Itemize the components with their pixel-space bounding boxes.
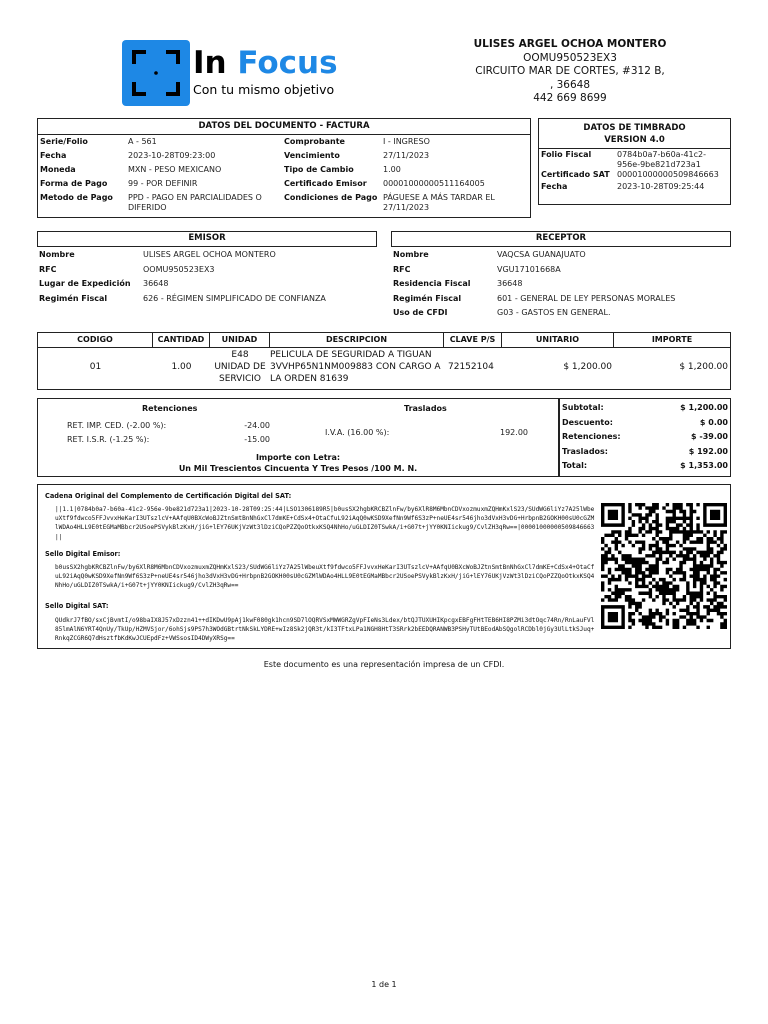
field-label: Lugar de Expedición bbox=[39, 279, 131, 288]
timbrado-fields bbox=[541, 150, 729, 194]
timbrado-row bbox=[541, 150, 729, 170]
documento-row bbox=[40, 179, 280, 193]
traslados-title: Traslados bbox=[404, 404, 447, 413]
total-value: $ 192.00 bbox=[688, 446, 728, 456]
emisor-title: EMISOR bbox=[188, 233, 226, 243]
field-label: Condiciones de Pago bbox=[284, 193, 378, 202]
item-codigo: 01 bbox=[89, 362, 102, 372]
field-value: A - 561 bbox=[128, 137, 157, 146]
receptor-fields bbox=[393, 250, 733, 323]
field-label: RFC bbox=[39, 264, 57, 274]
item-unidad bbox=[210, 349, 270, 385]
field-value: VAQCSA GUANAJUATO bbox=[497, 250, 586, 259]
receptor-row bbox=[393, 250, 733, 265]
field-value: G03 - GASTOS EN GENERAL. bbox=[497, 308, 611, 317]
total-row bbox=[562, 459, 728, 474]
item-unitario: $ 1,200.00 bbox=[563, 362, 612, 372]
emisor-fields bbox=[39, 250, 379, 308]
cadena-original: ||1.1|0784b0a7-b60a-41c2-956e-9be821d723a1|2023-10-28T09:25:44|LSO1306189R5|b0usSX2hgbKRCBZlnFw/by6XlR8M6MbnCDVxozmuxmZQHmKxlS23/SUdWG6liYz7A25lWbeuXtf9fdwco5FFJvvxHeKarI3UTszlcV+AAfqU0BXcWoBJZtnSmtBnNhGxCl7dmKE+CdSx4+OtaCfuL92iAqQ0wKSD9XefNn9Wf6S3zP+neUE4sr546jho3dVxH3vDG+HrbpnB2GOKH00sU0cGZMlWDAo4HLL9E0tEGMaMBbcr2USoePSVykBlzKxH/jiG+lEY76UKjVzWt3lDziCQoPZZQoOtkxKSQ4NhHo/uGLDIZ0TSwkA/i+G07t+jYY0KNIickug9/CvlZH3qRw==|00001000000509846663|| bbox=[55, 506, 595, 541]
total-label: Retenciones: bbox=[562, 432, 621, 442]
timbrado-row bbox=[541, 170, 729, 182]
emisor-row bbox=[39, 294, 379, 309]
total-label: Descuento: bbox=[562, 417, 613, 427]
field-label: Moneda bbox=[40, 165, 76, 174]
iva-label: I.V.A. (16.00 %): bbox=[325, 428, 390, 437]
field-value: 36648 bbox=[497, 279, 523, 288]
documento-row bbox=[284, 137, 529, 151]
documento-row bbox=[284, 179, 529, 193]
sello-sat: QUdkrJ7fBO/sxCjBvmtI/o98baIX8J57xDzzn41++dIKDwU9pAj1kwF080gk1hcn9SD7lOQRVSxMWWGRZgVpFIeNs3Ldex/btQJTUXUHIKpcgxEBFgFHtTEB6HI8PZMi3dtOqc74Rn/RnLauFVl85lmAlN6YRT4QnUy/TkUp/HZMVSjor/6ohSjs9PS7h3WOdGBtrtNkSkLYDRE+wIz8Sk2jQR3t/kI3TFtxLPa1NGH8HtT3SRrk2bEEDQRANWB3PSHyTUtBEodAbSQgolRCDbl0jGy3UlLtkSJuq+RnkqZCGR6Q7dHsztfbKdKwJCUEpdFz+VWSsosID4DWyXRSg== bbox=[55, 617, 595, 643]
total-value: $ -39.00 bbox=[691, 432, 728, 442]
total-row bbox=[562, 445, 728, 460]
importe-letra: Un Mil Trescientos Cincuenta Y Tres Pesos /100 M. N. bbox=[178, 464, 418, 473]
field-label: Fecha bbox=[541, 182, 568, 191]
field-value: 99 - POR DEFINIR bbox=[128, 179, 198, 188]
field-value: 601 - GENERAL DE LEY PERSONAS MORALES bbox=[497, 293, 676, 303]
total-value: $ 0.00 bbox=[699, 417, 728, 427]
item-unidad-line: UNIDAD DE bbox=[214, 362, 266, 372]
field-label: Regimén Fiscal bbox=[393, 293, 462, 303]
field-value: 2023-10-28T09:25:44 bbox=[617, 182, 705, 191]
field-label: Forma de Pago bbox=[40, 179, 108, 188]
documento-title: DATOS DEL DOCUMENTO - FACTURA bbox=[38, 119, 530, 135]
sello-emisor-title: Sello Digital Emisor: bbox=[45, 550, 121, 558]
field-label: Comprobante bbox=[284, 137, 345, 146]
field-value: 0784b0a7-b60a-41c2-956e-9be821d723a1 bbox=[617, 150, 707, 169]
emisor-row bbox=[39, 279, 379, 294]
retenciones-title: Retenciones bbox=[142, 404, 198, 413]
total-value: $ 1,353.00 bbox=[680, 461, 728, 471]
documento-row bbox=[40, 165, 280, 179]
ret-ced-value: -24.00 bbox=[244, 421, 270, 430]
field-value: 00001000000509846663 bbox=[617, 170, 719, 179]
qr-modules bbox=[601, 503, 727, 629]
documento-row bbox=[40, 137, 280, 151]
sello-emisor: b0usSX2hgbKRCBZlnFw/by6XlR8M6MbnCDVxozmuxmZQHmKxlS23/SUdWG6liYz7A25lWbeuXtf9fdwco5FFJvvxHeKarI3UTszlcV+AAfqU0BXcWoBJZtnSmtBnNhGxCl7dmKE+CdSx4+OtaCfuL92iAqQ0wKSD9XefNn9Wf6S3zP+neUE4sr546jho3dVxH3vDG+HrbpnB2GOKH00sU0cGZMlWDAo4HLL9E0tEGMaMBbcr2USoePSVykBlzKxH/jiG+lEY76UKjVzWt3lDziCQoPZZQoOtkxKSQ4NhHo/uGLDIZ0TSwkA/i+G07t+jYY0KNIickug9/CvlZH3qRw== bbox=[55, 564, 595, 590]
field-value: 00001000000511164005 bbox=[383, 179, 485, 188]
total-value: $ 1,200.00 bbox=[680, 403, 728, 412]
total-row bbox=[562, 416, 728, 431]
field-value: 1.00 bbox=[383, 165, 401, 174]
total-label: Total: bbox=[562, 461, 588, 471]
issuer-phone: 442 669 8699 bbox=[533, 92, 607, 104]
field-value: 27/11/2023 bbox=[383, 151, 430, 160]
item-importe: $ 1,200.00 bbox=[679, 362, 728, 372]
item-unidad-line: E48 bbox=[231, 350, 249, 360]
field-label: RFC bbox=[393, 264, 411, 274]
documento-row bbox=[284, 151, 529, 165]
brand-tagline: Con tu mismo objetivo bbox=[193, 82, 335, 97]
emisor-row bbox=[39, 265, 379, 280]
field-value: PÁGUESE A MÁS TARDAR EL 27/11/2023 bbox=[383, 193, 495, 212]
brand-in: In bbox=[193, 45, 227, 81]
field-label: Metodo de Pago bbox=[40, 193, 113, 202]
sello-sat-title: Sello Digital SAT: bbox=[45, 602, 109, 610]
iva-value: 192.00 bbox=[500, 428, 528, 437]
total-label: Subtotal: bbox=[562, 403, 604, 412]
documento-right-fields bbox=[284, 137, 529, 213]
item-desc-line: LA ORDEN 81639 bbox=[270, 374, 349, 384]
field-label: Fecha bbox=[40, 151, 67, 160]
col-cantidad: CANTIDAD bbox=[153, 333, 210, 347]
total-label: Traslados: bbox=[562, 446, 609, 456]
receptor-row bbox=[393, 308, 733, 323]
col-clave: CLAVE P/S bbox=[444, 333, 502, 347]
field-label: Nombre bbox=[39, 250, 75, 259]
item-desc-line: 3VVHP65N1NM009883 CON CARGO A bbox=[270, 362, 441, 372]
item-cantidad: 1.00 bbox=[171, 362, 192, 372]
cfdi-note: Este documento es una representación impresa de un CFDI. bbox=[263, 660, 505, 669]
totals-list bbox=[562, 401, 728, 474]
receptor-box bbox=[391, 231, 731, 247]
item-unidad-line: SERVICIO bbox=[219, 374, 261, 384]
sat-box bbox=[37, 484, 731, 649]
ret-ced-label: RET. IMP. CED. (-2.00 %): bbox=[67, 421, 167, 430]
items-header bbox=[37, 332, 731, 348]
page-number: 1 de 1 bbox=[371, 980, 397, 989]
totals-box bbox=[559, 398, 731, 477]
field-label: Vencimiento bbox=[284, 151, 340, 160]
documento-row bbox=[40, 193, 280, 213]
timbrado-title bbox=[539, 119, 730, 149]
field-label: Certificado Emisor bbox=[284, 179, 367, 188]
col-codigo: CODIGO bbox=[38, 333, 153, 347]
field-value: MXN - PESO MEXICANO bbox=[128, 165, 222, 174]
col-importe: IMPORTE bbox=[651, 335, 693, 344]
documento-row bbox=[40, 151, 280, 165]
documento-row bbox=[284, 193, 529, 213]
field-label: Serie/Folio bbox=[40, 137, 88, 146]
field-label: Nombre bbox=[393, 250, 429, 259]
emisor-row bbox=[39, 250, 379, 265]
brand-name bbox=[193, 46, 338, 80]
importe-letra-label: Importe con Letra: bbox=[255, 453, 341, 462]
issuer-address: CIRCUITO MAR DE CORTES, #312 B, bbox=[475, 65, 665, 77]
col-descripcion: DESCRIPCION bbox=[270, 333, 444, 347]
receptor-row bbox=[393, 265, 733, 280]
table-row bbox=[38, 348, 730, 388]
field-value: 626 - RÉGIMEN SIMPLIFICADO DE CONFIANZA bbox=[143, 293, 326, 303]
taxes-box bbox=[37, 398, 559, 477]
field-value: VGU17101668A bbox=[497, 264, 561, 274]
field-value: 36648 bbox=[143, 279, 169, 288]
field-value: PPD - PAGO EN PARCIALIDADES O DIFERIDO bbox=[128, 193, 262, 212]
field-label: Regimén Fiscal bbox=[39, 293, 108, 303]
col-unitario: UNITARIO bbox=[502, 333, 614, 347]
qr-code bbox=[601, 503, 727, 629]
field-label: Certificado SAT bbox=[541, 170, 610, 179]
item-desc-line: PELICULA DE SEGURIDAD A TIGUAN bbox=[270, 350, 432, 360]
receptor-title: RECEPTOR bbox=[535, 233, 587, 243]
field-value: OOMU950523EX3 bbox=[143, 264, 215, 274]
field-value: I - INGRESO bbox=[383, 137, 430, 146]
field-label: Folio Fiscal bbox=[541, 150, 592, 159]
emisor-box bbox=[37, 231, 377, 247]
receptor-row bbox=[393, 279, 733, 294]
item-clave: 72152104 bbox=[448, 362, 494, 372]
total-row bbox=[562, 401, 728, 416]
items-body bbox=[37, 348, 731, 390]
item-descripcion bbox=[270, 349, 446, 385]
field-value: 2023-10-28T09:23:00 bbox=[128, 151, 216, 160]
receptor-row bbox=[393, 294, 733, 309]
issuer-header bbox=[470, 38, 670, 106]
company-logo bbox=[122, 40, 190, 106]
documento-row bbox=[284, 165, 529, 179]
field-label: Uso de CFDI bbox=[393, 308, 448, 317]
timbrado-title-1: DATOS DE TIMBRADO bbox=[583, 123, 686, 133]
issuer-zip: , 36648 bbox=[549, 78, 591, 91]
field-value: ULISES ARGEL OCHOA MONTERO bbox=[143, 250, 276, 259]
total-row bbox=[562, 430, 728, 445]
issuer-rfc: OOMU950523EX3 bbox=[523, 51, 617, 64]
field-label: Residencia Fiscal bbox=[393, 279, 471, 288]
ret-isr-value: -15.00 bbox=[244, 435, 270, 444]
cadena-title: Cadena Original del Complemento de Certificación Digital del SAT: bbox=[45, 492, 292, 500]
col-unidad: UNIDAD bbox=[210, 333, 270, 347]
documento-left-fields bbox=[40, 137, 280, 213]
brand-focus: Focus bbox=[237, 45, 338, 81]
field-label: Tipo de Cambio bbox=[284, 165, 354, 174]
timbrado-row bbox=[541, 182, 729, 194]
issuer-name: ULISES ARGEL OCHOA MONTERO bbox=[473, 38, 667, 50]
timbrado-title-2: VERSION 4.0 bbox=[604, 135, 665, 145]
ret-isr-label: RET. I.S.R. (-1.25 %): bbox=[67, 435, 150, 444]
